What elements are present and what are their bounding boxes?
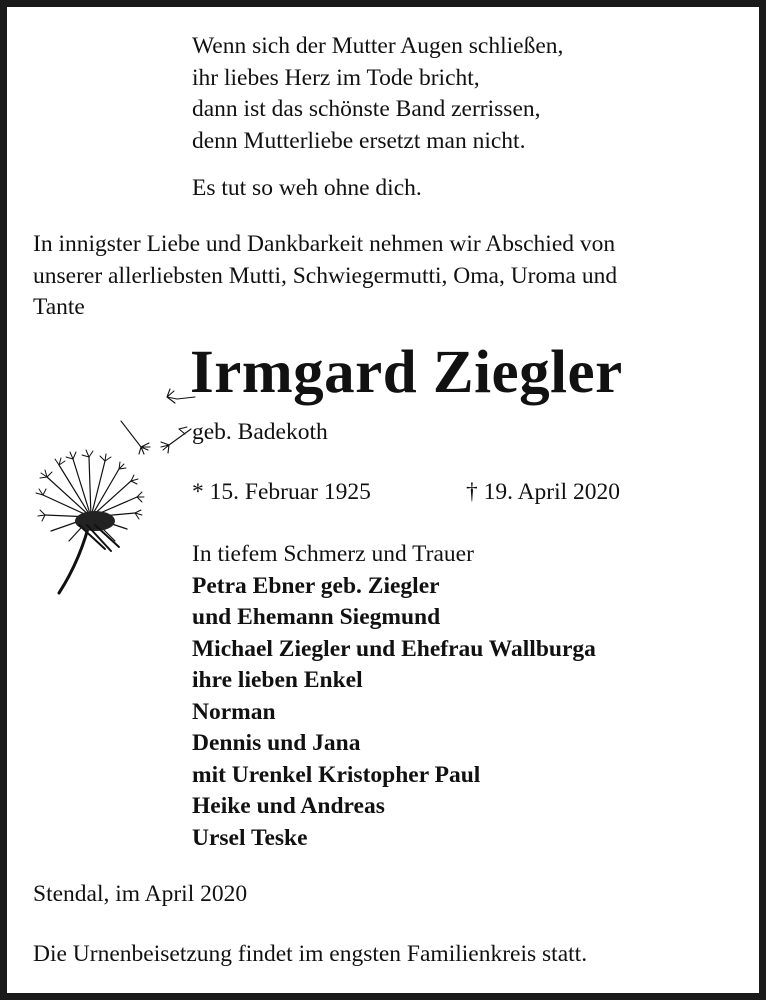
poem-line: denn Mutterliebe ersetzt man nicht.	[192, 127, 526, 154]
mourner-name: Petra Ebner geb. Ziegler	[192, 572, 440, 599]
birth-date: * 15. Februar 1925	[192, 479, 371, 505]
death-date: † 19. April 2020	[466, 479, 621, 505]
intro-line: In innigster Liebe und Dankbarkeit nehmen wir Abschied von	[33, 231, 616, 257]
deceased-name: Irmgard Ziegler	[190, 339, 623, 406]
dandelion-icon	[29, 379, 199, 601]
poem	[192, 31, 563, 157]
intro-line: Tante	[33, 294, 85, 320]
place-and-date: Stendal, im April 2020	[33, 881, 248, 907]
mourners-block	[192, 539, 596, 854]
mourner-name: Dennis und Jana	[192, 730, 361, 756]
poem-line: dann ist das schönste Band zerrissen,	[192, 96, 541, 122]
poem-closing: Es tut so weh ohne dich.	[192, 175, 422, 201]
maiden-name: geb. Badekoth	[192, 419, 328, 445]
mourner-name: ihre lieben Enkel	[192, 667, 363, 693]
mourner-name: Norman	[192, 698, 276, 725]
mourner-name: Michael Ziegler und Ehefrau Wallburga	[192, 635, 596, 662]
mourner-name: Heike und Andreas	[192, 793, 385, 819]
mourner-name: und Ehemann Siegmund	[192, 604, 441, 630]
poem-line: Wenn sich der Mutter Augen schließen,	[192, 33, 564, 59]
mourners-intro: In tiefem Schmerz und Trauer	[192, 541, 474, 567]
farewell-intro	[33, 229, 743, 324]
burial-note: Die Urnenbeisetzung findet im engsten Familienkreis statt.	[33, 941, 588, 967]
mourner-name: Ursel Teske	[192, 824, 308, 851]
mourner-name: mit Urenkel Kristopher Paul	[192, 761, 481, 788]
intro-line: unserer allerliebsten Mutti, Schwiegermutti, Oma, Uroma und	[33, 262, 618, 289]
obituary-card	[7, 7, 759, 993]
poem-line: ihr liebes Herz im Tode bricht,	[192, 64, 480, 91]
